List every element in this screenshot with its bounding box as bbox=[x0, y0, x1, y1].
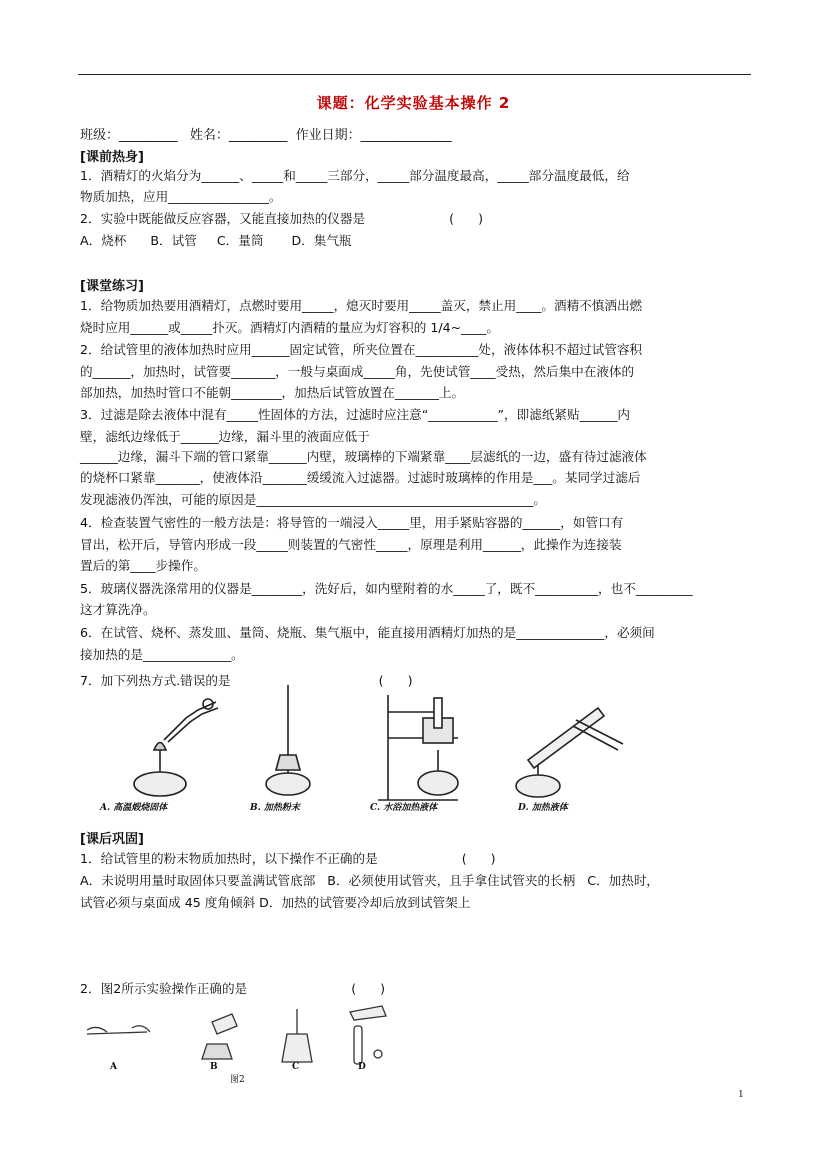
heating-methods-figure bbox=[98, 680, 638, 815]
heating-apparatus-illustration bbox=[98, 680, 638, 815]
warmup-line: 1．酒精灯的火焰分为______、_____和_____三部分，_____部分温度最高，_____部分温度最低，给 bbox=[80, 168, 630, 183]
practice-line: 3．过滤是除去液体中混有_____性固体的方法，过滤时应注意“___________”，即滤纸紧贴______内 bbox=[80, 407, 630, 422]
practice-line: 5．玻璃仪器洗涤常用的仪器是________，洗好后，如内壁附着的水_____了，既不__________，也不_________ bbox=[80, 581, 693, 596]
practice-line: 发现滤液仍浑浊，可能的原因是____________________________________________。 bbox=[80, 492, 546, 507]
review-line: A．未说明用量时取固体只要盖满试管底部 B．必须使用试管夹，且手拿住试管夹的长柄 C．加热时， bbox=[80, 873, 660, 888]
warmup-line: 2．实验中既能做反应容器，又能直接加热的仪器是 ( ) bbox=[80, 211, 483, 226]
figure2-label-b: B bbox=[210, 1062, 218, 1072]
practice-line: 部加热，加热时管口不能朝________，加热后试管放置在_______上。 bbox=[80, 385, 465, 400]
practice-line: 1．给物质加热要用酒精灯，点燃时要用_____，熄灭时要用_____盖灭，禁止用____。酒精不慎洒出燃 bbox=[80, 298, 643, 313]
review-line: 1．给试管里的粉末物质加热时，以下操作不正确的是 ( ) bbox=[80, 851, 496, 866]
figure-caption-d: D. 加热液体 bbox=[518, 803, 568, 813]
page-title: 课题：化学实验基本操作 2 bbox=[316, 94, 511, 112]
figure-caption-a: A. 高温煅烧固体 bbox=[100, 803, 168, 813]
practice-line: 烧时应用______或_____扑灭。酒精灯内酒精的量应为灯容积的 1/4~____。 bbox=[80, 320, 499, 335]
section-warmup: [课前热身] bbox=[80, 150, 144, 165]
figure2-label-a: A bbox=[110, 1062, 117, 1072]
practice-line: 这才算洗净。 bbox=[80, 602, 156, 617]
practice-line: 壁，滤纸边缘低于______边缘，漏斗里的液面应低于 bbox=[80, 429, 370, 444]
section-practice: [课堂练习] bbox=[80, 279, 144, 294]
figure2-label-d: D bbox=[358, 1062, 366, 1072]
review-question-2: 2．图2所示实验操作正确的是 ( ) bbox=[80, 981, 386, 996]
practice-line: 接加热的是______________。 bbox=[80, 647, 244, 662]
practice-line: 的______，加热时，试管要_______，一般与桌面成_____角，先使试管____受热，然后集中在液体的 bbox=[80, 364, 635, 379]
student-info-line: 班级：_________ 姓名：_________ 作业日期：______________ bbox=[80, 128, 452, 143]
figure-caption-b: B. 加热粉末 bbox=[250, 803, 300, 813]
practice-line: 冒出，松开后，导管内形成一段_____则装置的气密性_____，原理是利用______，此操作为连接装 bbox=[80, 537, 622, 552]
review-line: 试管必须与桌面成 45 度角倾斜 D．加热的试管要冷却后放到试管架上 bbox=[80, 895, 471, 910]
practice-line: 7．加下列热方式.错误的是 ( ) bbox=[80, 673, 413, 688]
warmup-line: 物质加热，应用________________。 bbox=[80, 189, 282, 204]
warmup-line: A．烧杯 B．试管 C．量筒 D．集气瓶 bbox=[80, 233, 352, 248]
practice-line: 6．在试管、烧杯、蒸发皿、量筒、烧瓶、集气瓶中，能直接用酒精灯加热的是______________，必须间 bbox=[80, 625, 655, 640]
practice-line: 2．给试管里的液体加热时应用______固定试管，所夹位置在__________处，液体体积不超过试管容积 bbox=[80, 342, 643, 357]
figure-caption-c: C. 水浴加热液体 bbox=[370, 803, 438, 813]
figure2-label-c: C bbox=[292, 1062, 300, 1072]
page-number: 1 bbox=[738, 1088, 744, 1100]
practice-line: 置后的第____步操作。 bbox=[80, 558, 206, 573]
figure2-caption: 图2 bbox=[230, 1075, 245, 1085]
practice-line: ______边缘，漏斗下端的管口紧靠______内壁，玻璃棒的下端紧靠____层滤纸的一边，盛有待过滤液体 bbox=[80, 449, 647, 464]
header-rule bbox=[78, 74, 751, 75]
practice-line: 4．检查装置气密性的一般方法是：将导管的一端浸入_____里，用手紧贴容器的______，如管口有 bbox=[80, 515, 624, 530]
section-review: [课后巩固] bbox=[80, 832, 144, 847]
practice-line: 的烧杯口紧靠_______，使液体沿_______缓缓流入过滤器。过滤时玻璃棒的作用是___。某同学过滤后 bbox=[80, 470, 641, 485]
figure-2 bbox=[82, 1004, 412, 1085]
